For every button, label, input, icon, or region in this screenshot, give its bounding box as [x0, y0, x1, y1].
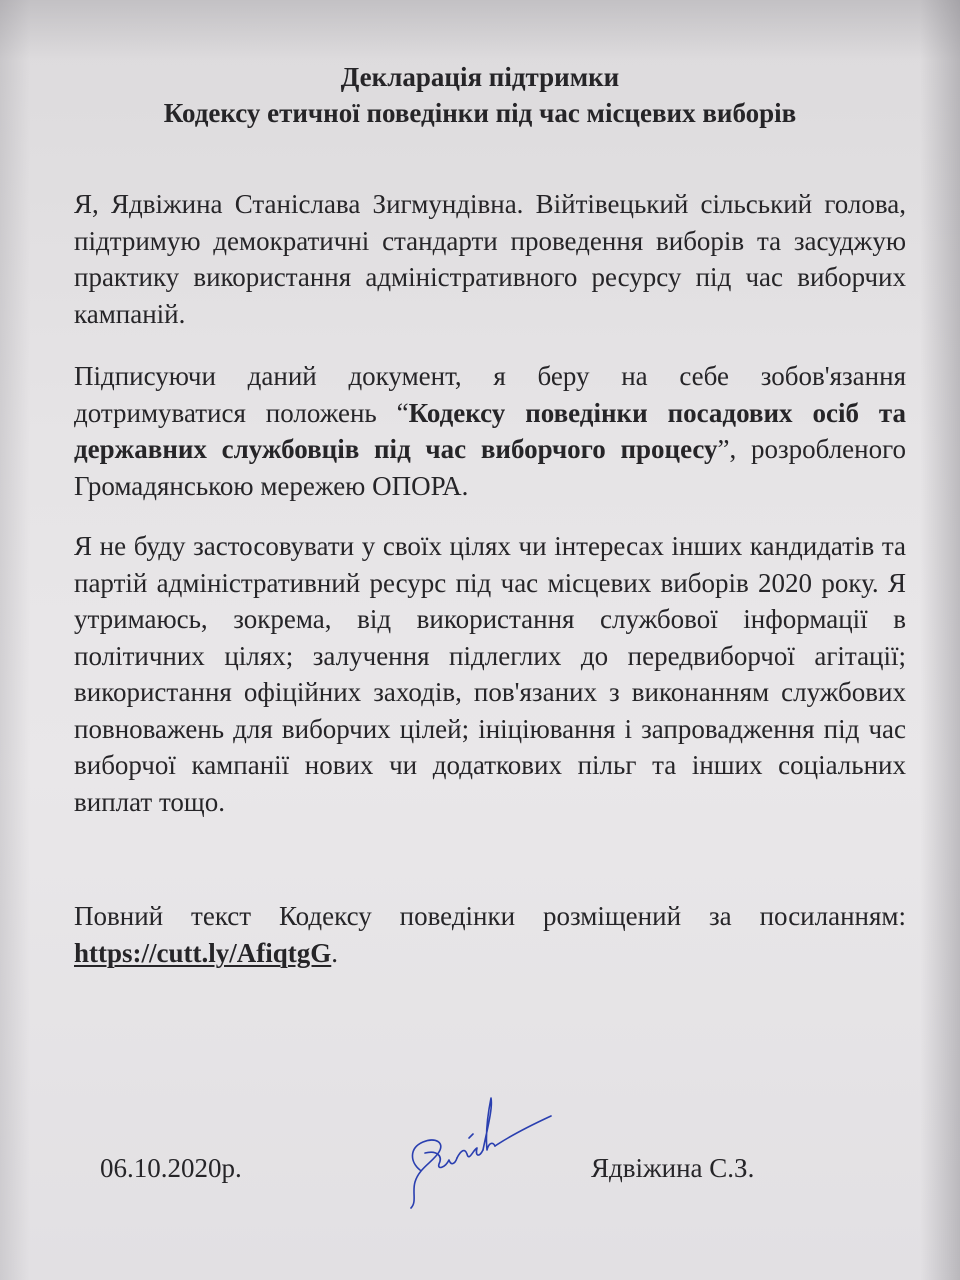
signatory-name: Ядвіжина С.З.	[591, 1153, 755, 1183]
code-title-bold: Кодексу поведінки посадових осіб та державних службовців під час виборчого процесу	[74, 397, 906, 464]
page-shadow-top	[0, 0, 960, 60]
commitment-text-start: Підписуючи даний документ, я беру на себе зобов'язання дотримуватися положень “	[74, 361, 906, 428]
paragraph-declaration: Я, Ядвіжина Станіслава Зигмундівна. Війтівецький сільський голова, підтримую демократичні стандарти проведення виборів та засуджую практику використання адміністративного ресурсу під час виборчих кампаній.	[74, 189, 906, 329]
page-shadow-right	[920, 0, 960, 1280]
link-trailing-period: .	[331, 937, 339, 968]
paragraph-full-text-link	[74, 898, 906, 971]
page-title-line-2: Кодексу етичної поведінки під час місцевих виборів	[163, 98, 797, 128]
code-url-link[interactable]: https://cutt.ly/AfiqtgG	[74, 937, 332, 968]
page-title-line-1: Декларація підтримки	[340, 62, 620, 92]
signature-date: 06.10.2020р.	[100, 1153, 242, 1183]
link-intro-text: Повний текст Кодексу поведінки розміщений за посиланням:	[74, 901, 906, 931]
commitment-text-end: ”, розробленого Громадянською мережею ОПОРА.	[74, 434, 906, 501]
paragraph-commitment	[74, 358, 906, 504]
handwritten-signature-icon	[395, 1090, 565, 1215]
paragraph-obligations: Я не буду застосовувати у своїх цілях чи інтересах інших кандидатів та партій адміністративний ресурс під час місцевих виборів 2020 року. Я утримаюсь, зокрема, від використання службової інформації в політичних цілях; залучення підлеглих до передвиборчої агітації; використання офіційних заходів, пов'язаних з виконанням службових повноважень для виборчих цілей; ініціювання і запровадження під час виборчої кампанії нових чи додаткових пільг та інших соціальних виплат тощо.	[74, 531, 906, 817]
page-shadow-left	[0, 0, 30, 1280]
